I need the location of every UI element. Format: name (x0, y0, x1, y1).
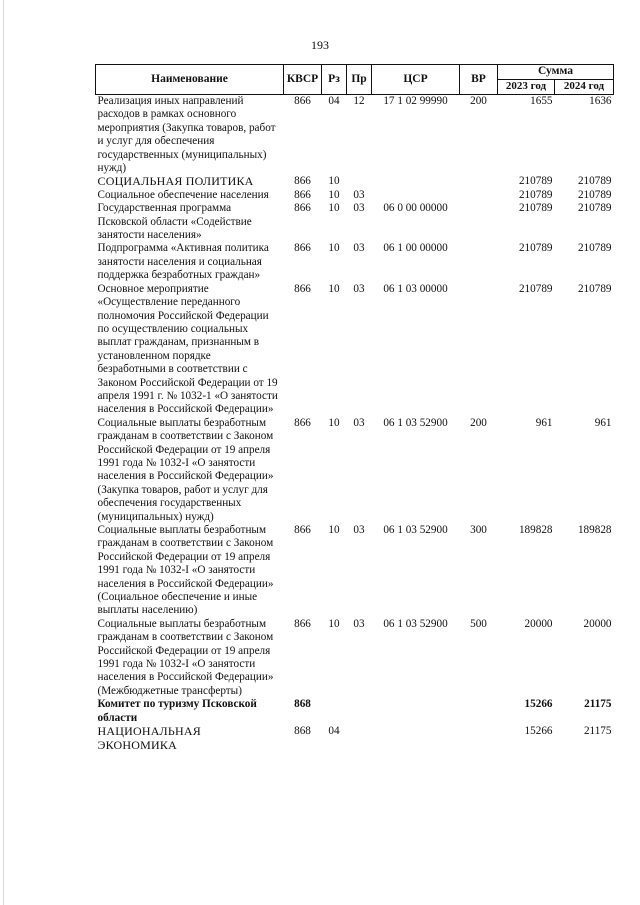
table-row (96, 698, 614, 725)
table-row (96, 189, 614, 202)
cell-csr: 06 0 00 00000 (383, 202, 448, 215)
table-row (96, 618, 614, 698)
cell-sum-2024: 189828 (577, 524, 612, 536)
cell-rz: 10 (328, 524, 340, 536)
cell-pr: 03 (353, 188, 365, 201)
cell-sum-2023: 20000 (524, 617, 553, 630)
cell-sum-2024: 1636 (589, 95, 612, 107)
header-name: Наименование (96, 65, 284, 95)
cell-name: Социальные выплаты безработным гражданам в соответствии с Законом Российской Федерации от 19 апреля 1991 года № 1032-I «О занятости населения в Российской Федерации» (Межбюджетные трансферты) (97, 617, 274, 697)
cell-rz: 10 (328, 175, 340, 188)
cell-csr (372, 175, 460, 188)
cell-vr (460, 175, 498, 188)
header-vr: ВР (460, 65, 498, 95)
table-row (96, 417, 614, 524)
cell-csr: 06 1 03 00000 (383, 282, 448, 295)
cell-rz: 10 (328, 282, 340, 295)
cell-vr: 200 (470, 416, 487, 429)
cell-pr (347, 698, 372, 725)
cell-rz (322, 698, 347, 725)
cell-pr: 03 (353, 202, 365, 215)
header-year-2023: 2023 год (498, 80, 555, 95)
header-year-2024: 2024 год (555, 80, 614, 95)
cell-pr: 03 (353, 242, 365, 255)
header-sum: Сумма (498, 65, 614, 80)
cell-rz: 10 (328, 202, 340, 215)
cell-pr: 03 (353, 617, 365, 630)
cell-name: Основное мероприятие «Осуществление переданного полномочия Российской Федерации по осуществлению социальных выплат гражданам, признанным в установленном порядке безработными в соответствии с Законом Российской Федерации от 19 апреля 1991 г. № 1032-1 «О занятости населения в Российской Федерации» (97, 282, 278, 416)
cell-name: НАЦИОНАЛЬНАЯ ЭКОНОМИКА (97, 724, 201, 752)
budget-table (95, 64, 614, 752)
table-row (96, 725, 614, 752)
cell-pr: 12 (353, 95, 365, 107)
cell-sum-2023: 961 (535, 416, 553, 429)
cell-kvsr: 866 (294, 416, 311, 429)
cell-sum-2023: 210789 (518, 282, 553, 295)
cell-rz: 10 (328, 416, 340, 429)
header-kvsr: КВСР (284, 65, 322, 95)
cell-sum-2024: 210789 (577, 188, 612, 201)
cell-name: Социальные выплаты безработным гражданам в соответствии с Законом Российской Федерации от 19 апреля 1991 года № 1032-I «О занятости населения в Российской Федерации» (Социальное обеспечение и иные выплаты населению) (97, 524, 274, 617)
table-body (96, 95, 614, 752)
cell-name: Государственная программа Псковской области «Содействие занятости населения» (97, 202, 252, 242)
cell-rz: 10 (328, 242, 340, 255)
cell-kvsr: 866 (294, 188, 311, 201)
cell-vr: 200 (470, 95, 487, 107)
table-row (96, 95, 614, 176)
cell-csr (372, 725, 460, 752)
cell-pr (347, 725, 372, 752)
cell-csr: 06 1 00 00000 (383, 242, 448, 255)
page-number: 193 (311, 38, 329, 52)
cell-vr (460, 202, 498, 242)
cell-sum-2024: 210789 (577, 282, 612, 295)
cell-csr (372, 698, 460, 725)
cell-kvsr: 866 (294, 202, 311, 215)
cell-pr (347, 175, 372, 188)
cell-sum-2023: 15266 (524, 698, 553, 711)
cell-vr: 300 (470, 524, 487, 536)
cell-pr: 03 (353, 416, 365, 429)
table-row (96, 283, 614, 417)
cell-pr: 03 (353, 524, 365, 536)
cell-name: Подпрограмма «Активная политика занятости населения и социальная поддержка безработных граждан» (97, 242, 269, 282)
cell-sum-2023: 210789 (518, 242, 553, 255)
header-rz: Рз (322, 65, 347, 95)
cell-name: Реализация иных направлений расходов в рамках основного мероприятия (Закупка товаров, работ и услуг для обеспечения государственных (муниципальных) нужд) (97, 95, 276, 175)
cell-sum-2024: 210789 (577, 242, 612, 255)
cell-sum-2024: 21175 (583, 725, 612, 738)
cell-csr: 06 1 03 52900 (383, 416, 448, 429)
cell-rz: 10 (328, 617, 340, 630)
cell-kvsr: 866 (294, 524, 311, 536)
cell-vr: 500 (470, 617, 487, 630)
cell-kvsr: 868 (294, 698, 311, 711)
cell-rz: 04 (328, 95, 340, 107)
cell-sum-2024: 20000 (583, 617, 612, 630)
cell-sum-2023: 210789 (518, 188, 553, 201)
table-row (96, 175, 614, 188)
cell-name: Социальное обеспечение населения (97, 188, 269, 201)
cell-kvsr: 866 (294, 175, 311, 188)
cell-name: Социальные выплаты безработным гражданам в соответствии с Законом Российской Федерации от 19 апреля 1991 года № 1032-I «О занятости населения в Российской Федерации» (Закупка товаров, работ и услуг для обеспечения государственных (муниципальных) нужд) (97, 416, 274, 523)
cell-rz: 04 (328, 725, 340, 738)
cell-kvsr: 866 (294, 617, 311, 630)
cell-kvsr: 868 (294, 725, 311, 738)
cell-vr (460, 242, 498, 282)
cell-csr: 06 1 03 52900 (383, 617, 448, 630)
cell-sum-2024: 961 (594, 416, 612, 429)
cell-csr: 06 1 03 52900 (383, 524, 448, 536)
cell-sum-2023: 189828 (518, 524, 553, 536)
table-row (96, 202, 614, 242)
cell-csr (372, 189, 460, 202)
cell-name: СОЦИАЛЬНАЯ ПОЛИТИКА (97, 174, 254, 189)
cell-vr (460, 698, 498, 725)
table-row (96, 524, 614, 618)
header-pr: Пр (347, 65, 372, 95)
cell-sum-2024: 210789 (577, 202, 612, 215)
cell-rz: 10 (328, 188, 340, 201)
header-csr: ЦСР (372, 65, 460, 95)
page-edge-line (3, 0, 4, 905)
cell-pr: 03 (353, 282, 365, 295)
cell-kvsr: 866 (294, 282, 311, 295)
table-row (96, 242, 614, 282)
cell-sum-2024: 21175 (584, 698, 612, 711)
cell-name: Комитет по туризму Псковской области (97, 698, 257, 724)
cell-vr (460, 725, 498, 752)
cell-kvsr: 866 (294, 95, 311, 107)
cell-sum-2023: 210789 (518, 175, 553, 188)
cell-vr (460, 189, 498, 202)
cell-sum-2023: 210789 (518, 202, 553, 215)
cell-vr (460, 283, 498, 417)
cell-sum-2023: 15266 (524, 725, 553, 738)
cell-sum-2024: 210789 (577, 175, 612, 188)
cell-csr: 17 1 02 99990 (383, 95, 448, 107)
cell-sum-2023: 1655 (530, 95, 553, 107)
cell-kvsr: 866 (294, 242, 311, 255)
